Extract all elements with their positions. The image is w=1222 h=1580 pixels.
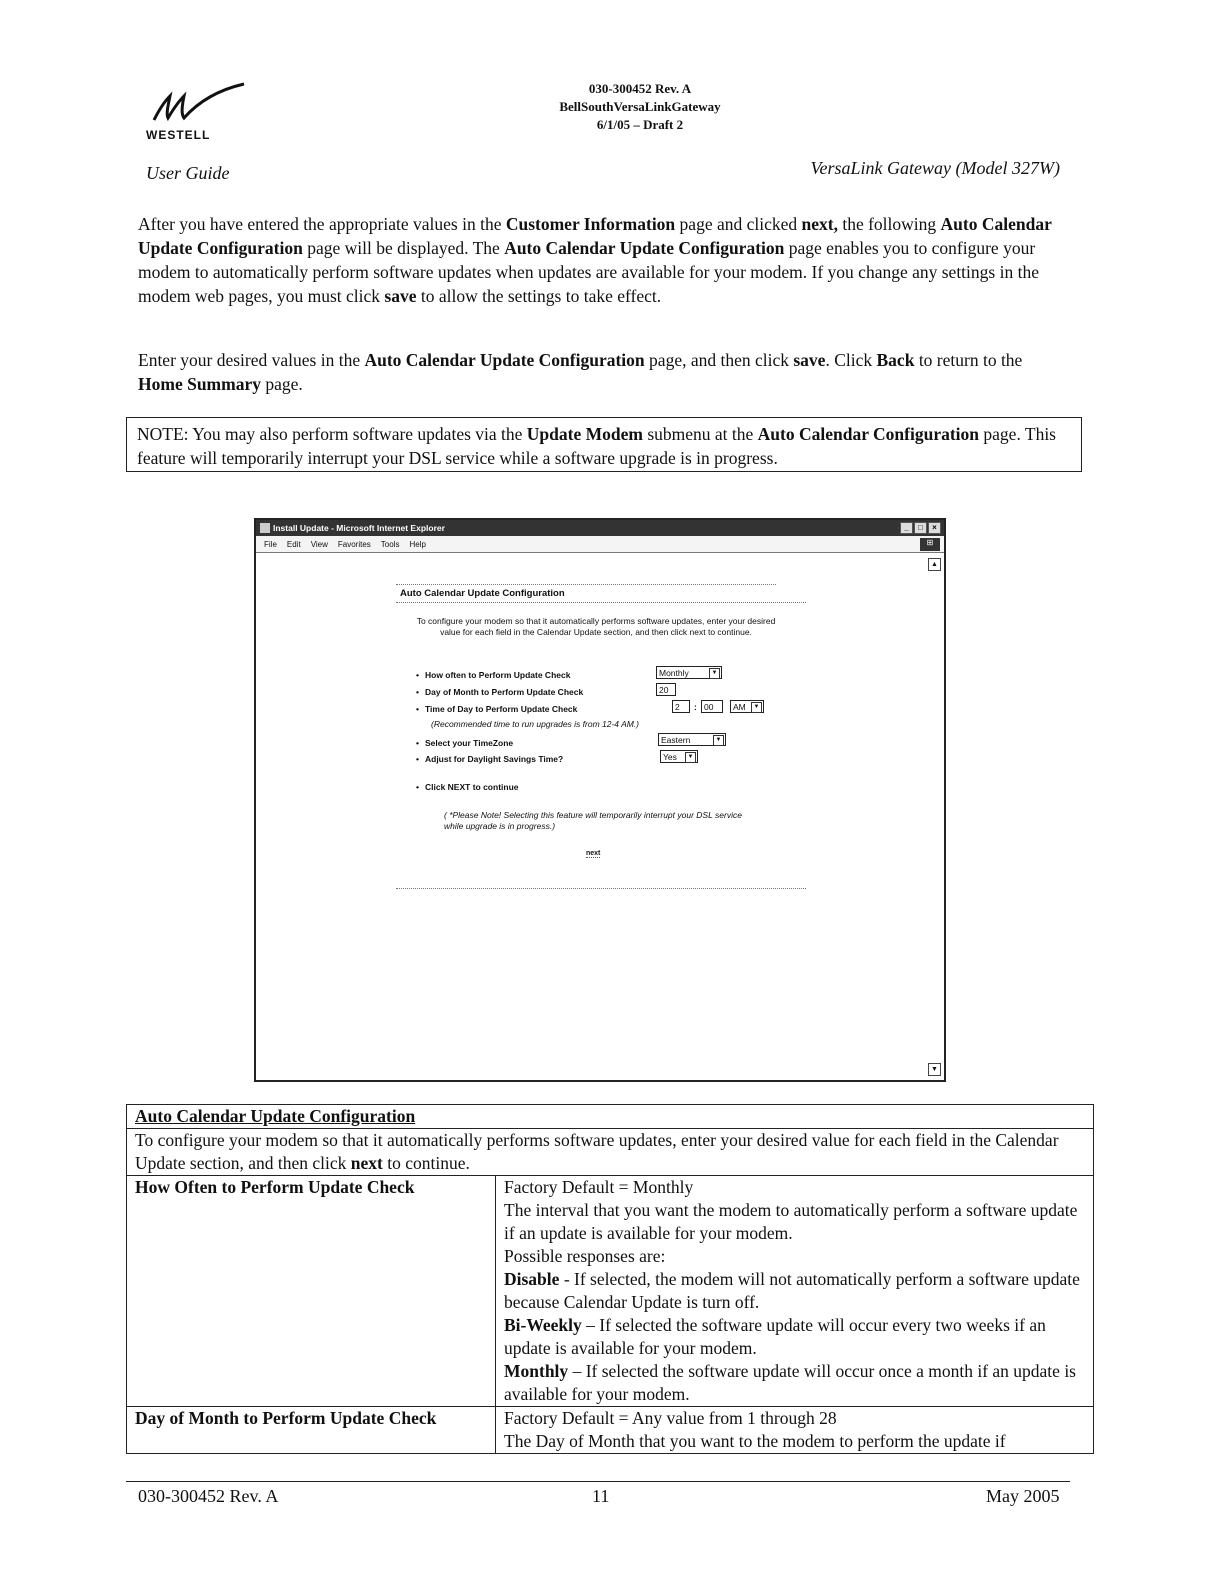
chevron-down-icon: ▼ xyxy=(685,752,696,763)
browser-titlebar xyxy=(256,520,944,536)
table-intro: To configure your modem so that it automatically performs software updates, enter your desired value for each field in the Calendar Update section, and then click next to continue. xyxy=(127,1129,1094,1176)
inner-intro: To configure your modem so that it automatically performs software updates, enter your desired value for each field in the Calendar Update section, and then click next to continue. xyxy=(416,616,776,637)
timezone-select[interactable]: Eastern ▼ xyxy=(658,733,726,746)
logo-text: WESTELL xyxy=(146,128,211,142)
divider xyxy=(396,602,806,603)
day-of-month-label: • Day of Month to Perform Update Check xyxy=(416,687,583,697)
time-separator: : xyxy=(694,702,697,712)
westell-logo-icon xyxy=(148,82,248,128)
divider xyxy=(396,888,806,889)
click-next-label: • Click NEXT to continue xyxy=(416,782,519,792)
menu-edit[interactable]: Edit xyxy=(286,539,301,549)
ampm-select[interactable]: AM ▼ xyxy=(730,700,764,713)
recommended-time-note: (Recommended time to run upgrades is from 12-4 AM.) xyxy=(431,719,640,729)
doc-date: 6/1/05 – Draft 2 xyxy=(596,117,684,132)
day-of-month-input[interactable]: 20 xyxy=(656,683,676,696)
ie-icon xyxy=(260,523,270,533)
intro-paragraph: After you have entered the appropriate values in the Customer Information page and clicked next, the following Auto Calendar Update Configuration page will be displayed. The Auto Calendar Update Configuration page enables you to configure your modem to automatically perform software updates when updates are available for your modem. If you change any settings in the modem web pages, you must click save to allow the settings to take effect. xyxy=(138,214,1052,306)
doc-number: 030-300452 Rev. A xyxy=(588,81,692,96)
table-row xyxy=(127,1407,1094,1454)
config-table xyxy=(126,1104,1094,1454)
how-often-label: • How often to Perform Update Check xyxy=(416,670,570,680)
table-title: Auto Calendar Update Configuration xyxy=(127,1105,1094,1129)
how-often-select[interactable]: Monthly ▼ xyxy=(656,666,722,679)
menu-file[interactable]: File xyxy=(264,539,277,549)
footer-page-number: 11 xyxy=(592,1486,610,1506)
dst-select[interactable]: Yes ▼ xyxy=(660,750,698,763)
chevron-down-icon: ▼ xyxy=(751,702,762,713)
timezone-label: • Select your TimeZone xyxy=(416,738,513,748)
time-of-day-label: • Time of Day to Perform Update Check xyxy=(416,704,577,714)
scroll-up-icon[interactable]: ▲ xyxy=(928,558,941,571)
row-description: Factory Default = Any value from 1 through 28 The Day of Month that you want to the modem to perform the update if xyxy=(496,1407,1094,1454)
note-box: NOTE: You may also perform software updates via the Update Modem submenu at the Auto Calendar Configuration page. This feature will temporarily interrupt your DSL service while a software upgrade is in progress. xyxy=(126,417,1082,472)
dst-label: • Adjust for Daylight Savings Time? xyxy=(416,754,563,764)
row-description: Factory Default = Monthly The interval that you want the modem to automatically perform a software update if an update is available for your modem. Possible responses are: Disable - If selected, the modem will not automatically perform a software update because Calendar Update is turn off. Bi-Weekly – If selected the software update will occur every two weeks if an update is available for your modem. Monthly – If selected the software update will occur once a month if an update is available for your modem. xyxy=(496,1176,1094,1407)
minimize-icon[interactable]: _ xyxy=(900,522,913,534)
inner-page-title: Auto Calendar Update Configuration xyxy=(400,588,565,599)
menu-view[interactable]: View xyxy=(310,539,328,549)
user-guide-title: User Guide xyxy=(146,163,230,183)
enter-paragraph: Enter your desired values in the Auto Calendar Update Configuration page, and then click save. Click Back to return to the Home Summary page. xyxy=(138,350,1023,394)
menu-tools[interactable]: Tools xyxy=(380,539,400,549)
scroll-down-icon[interactable]: ▼ xyxy=(928,1063,941,1076)
footer-rule xyxy=(126,1481,1070,1482)
maximize-icon[interactable]: □ xyxy=(914,522,927,534)
close-icon[interactable]: × xyxy=(928,522,941,534)
footer-doc-number: 030-300452 Rev. A xyxy=(138,1486,279,1506)
minute-input[interactable]: 00 xyxy=(701,700,723,713)
please-note: ( *Please Note! Selecting this feature will temporarily interrupt your DSL service while upgrade is in progress.) xyxy=(444,810,742,831)
doc-subject: BellSouthVersaLinkGateway xyxy=(559,99,721,114)
divider xyxy=(396,584,776,585)
menu-help[interactable]: Help xyxy=(409,539,426,549)
table-row xyxy=(127,1105,1094,1129)
hour-input[interactable]: 2 xyxy=(672,700,690,713)
footer-date: May 2005 xyxy=(986,1486,1060,1506)
row-label: How Often to Perform Update Check xyxy=(127,1176,496,1407)
chevron-down-icon: ▼ xyxy=(709,668,720,679)
row-label: Day of Month to Perform Update Check xyxy=(127,1407,496,1454)
browser-menubar xyxy=(256,536,944,553)
browser-screenshot xyxy=(254,518,946,1082)
chevron-down-icon: ▼ xyxy=(713,735,724,746)
model-title: VersaLink Gateway (Model 327W) xyxy=(810,158,1060,178)
browser-title: Install Update - Microsoft Internet Explorer xyxy=(273,523,445,533)
table-row xyxy=(127,1176,1094,1407)
next-button[interactable]: next xyxy=(586,850,601,857)
table-row xyxy=(127,1129,1094,1176)
menu-favorites[interactable]: Favorites xyxy=(337,539,371,549)
windows-logo-icon: ⊞ xyxy=(920,538,940,551)
